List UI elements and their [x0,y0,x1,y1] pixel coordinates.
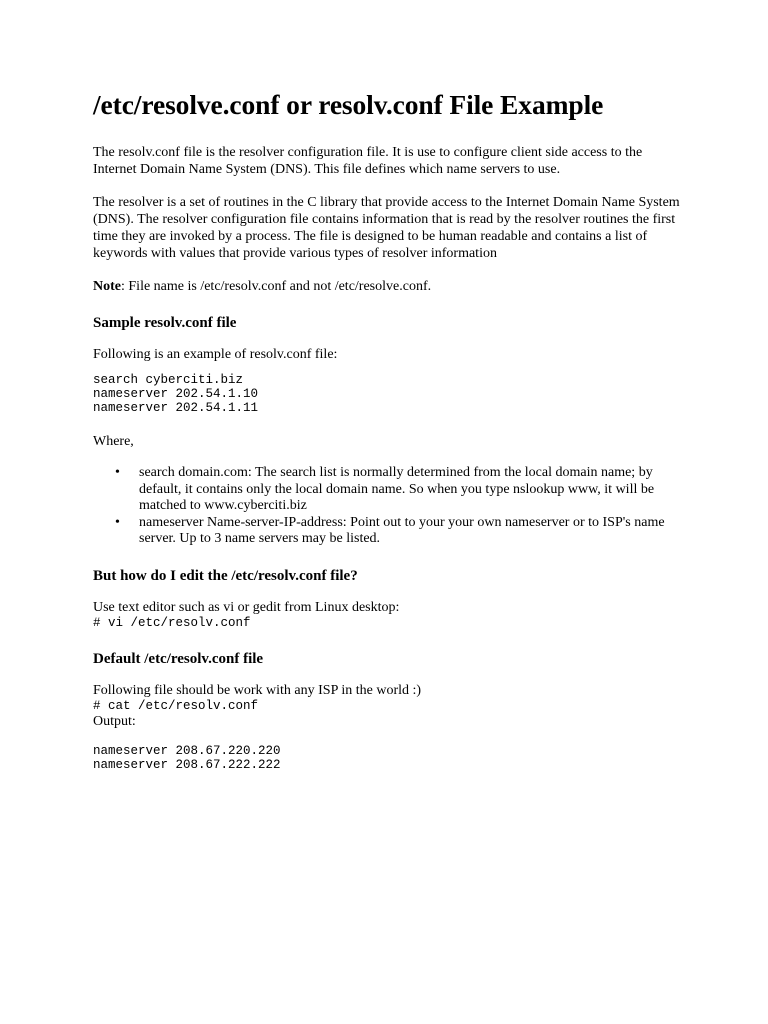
intro-paragraph: The resolv.conf file is the resolver configuration file. It is use to configure client side access to the Internet Domain Name System (DNS). This file defines which name servers to use. [93,145,643,177]
bullet-icon: • [115,465,120,480]
note-text: : File name is /etc/resolv.conf and not /etc/resolve.conf. [121,279,432,294]
code-line: nameserver 208.67.222.222 [93,757,281,772]
bullet-icon: • [115,514,120,530]
edit-text: Use text editor such as vi or gedit from Linux desktop: [93,599,400,615]
note-label: Note [93,279,121,294]
default-command: # cat /etc/resolv.conf [93,698,259,713]
list-item [93,465,683,515]
edit-command: # vi /etc/resolv.conf [93,615,251,630]
code-line: nameserver 202.54.1.10 [93,387,259,401]
note-paragraph [93,278,683,295]
where-label: Where, [93,434,134,449]
default-section-heading: Default /etc/resolv.conf file [93,650,264,667]
sample-intro: Following is an example of resolv.conf file: [93,347,338,362]
document-title: /etc/resolve.conf or resolv.conf File Example [93,89,604,120]
document-page [93,88,683,772]
list-item-text: nameserver Name-server-IP-address: Point out to your your own nameserver or to ISP's name server. Up to 3 name servers may be listed. [139,514,665,546]
list-item-text: search domain.com: The search list is normally determined from the local domain name; by default, it contains only the local domain name. So when you type nslookup www, it will be matched to www.cyberciti.biz [139,465,655,513]
sample-section-heading: Sample resolv.conf file [93,315,237,331]
list-item [93,515,683,548]
explanation-list [93,465,683,548]
code-line: nameserver 202.54.1.11 [93,401,259,415]
sample-code-block [93,373,683,415]
edit-section-heading: But how do I edit the /etc/resolv.conf file? [93,567,358,584]
default-text: Following file should be work with any ISP in the world :) [93,682,422,698]
output-code-block [93,744,683,772]
code-line: search cyberciti.biz [93,373,244,387]
output-label: Output: [93,713,136,729]
code-line: nameserver 208.67.220.220 [93,743,281,758]
resolver-description-paragraph: The resolver is a set of routines in the C library that provide access to the Internet Domain Name System (DNS). The resolver configuration file contains information that is read by the resolver routines the first time they are invoked by a process. The file is designed to be human readable and contains a list of keywords with values that provide various types of resolver information [93,195,680,261]
